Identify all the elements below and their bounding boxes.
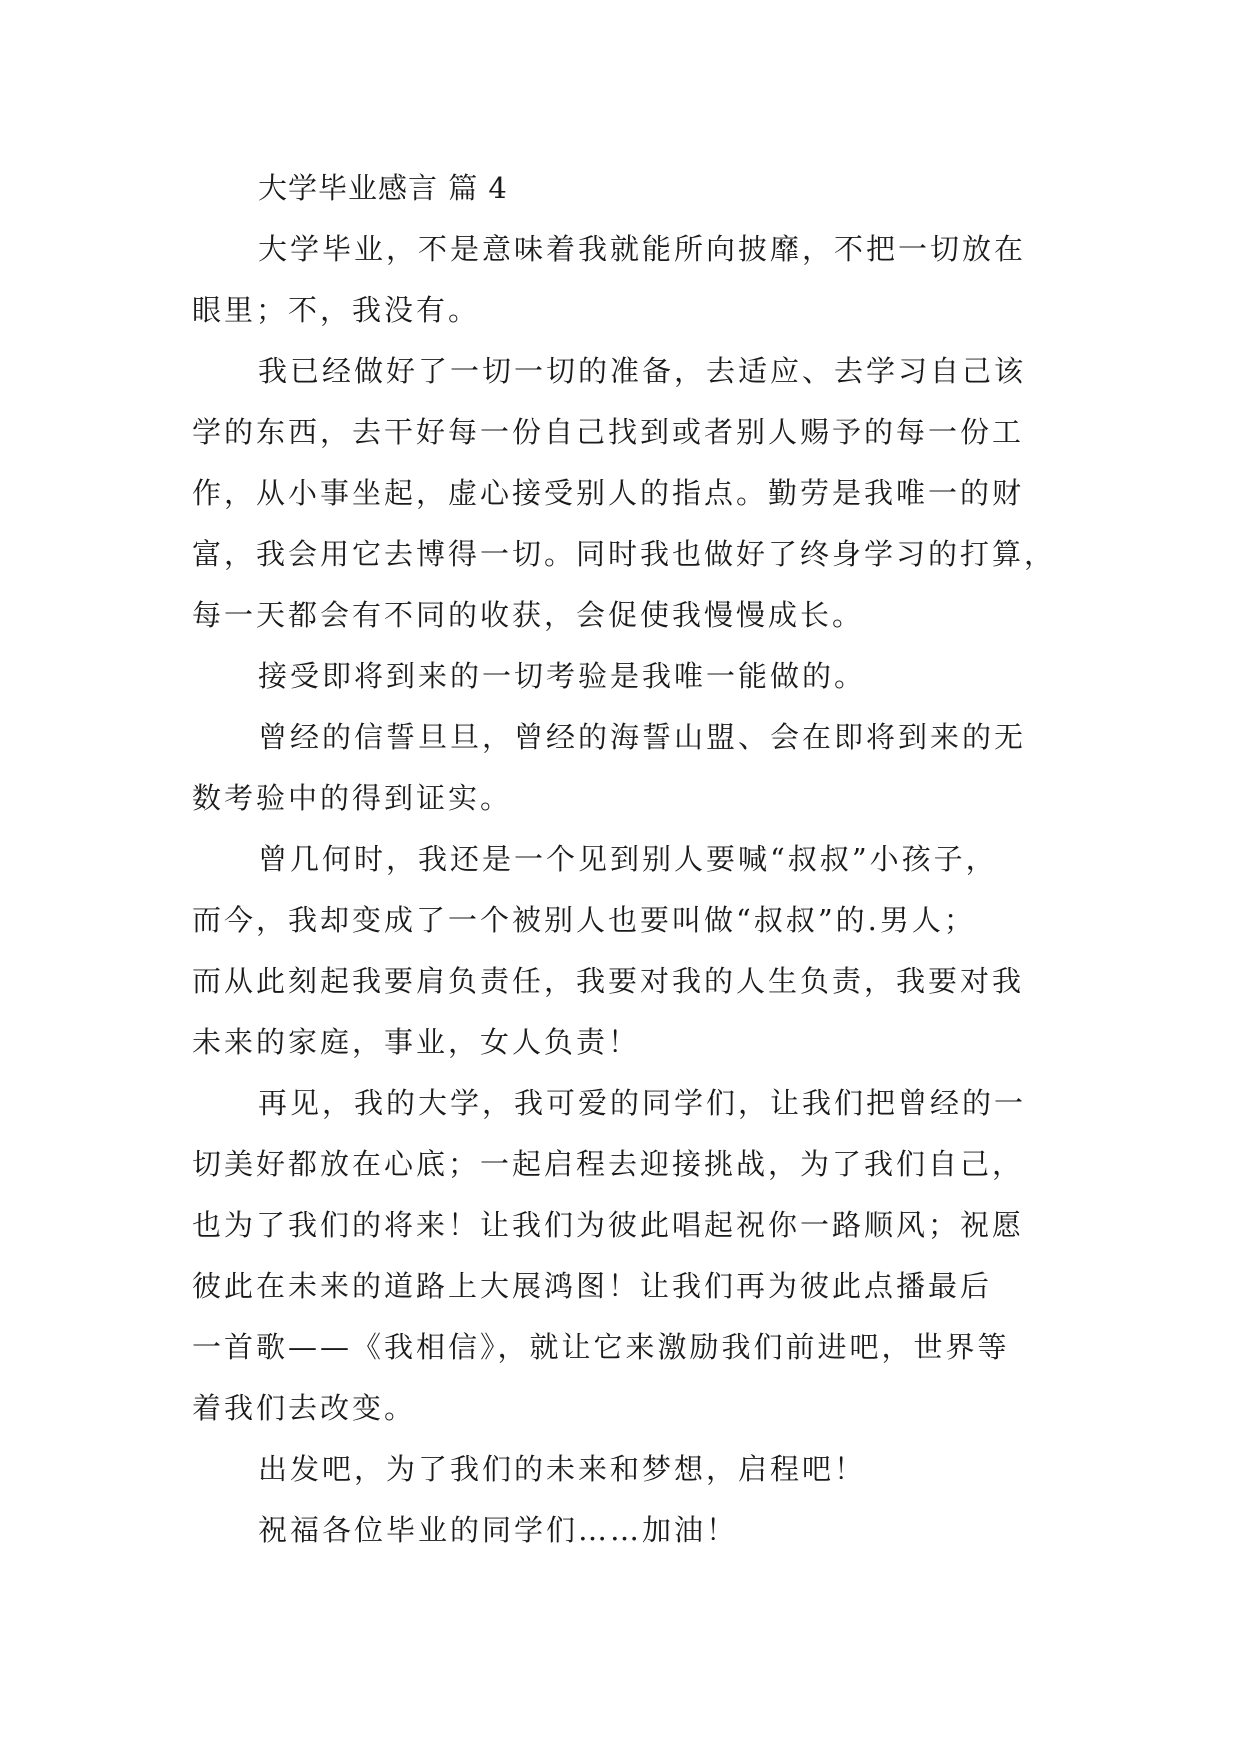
text-line: 切美好都放在心底；一起启程去迎接挑战，为了我们自己， — [192, 1147, 1025, 1181]
text-line: 再见，我的大学，我可爱的同学们，让我们把曾经的一 — [258, 1086, 1027, 1120]
document-body — [192, 158, 1062, 1561]
text-line: 我已经做好了一切一切的准备，去适应、去学习自己该 — [258, 354, 1027, 388]
text-line: 数考验中的得到证实。 — [192, 781, 513, 815]
text-line: 而从此刻起我要肩负责任，我要对我的人生负责，我要对我 — [192, 964, 1025, 998]
text-line: 祝福各位毕业的同学们……加油！ — [258, 1513, 739, 1547]
text-line: 眼里；不，我没有。 — [192, 293, 481, 327]
text-line: 富，我会用它去博得一切。同时我也做好了终身学习的打算， — [192, 537, 1057, 571]
text-line: 接受即将到来的一切考验是我唯一能做的。 — [258, 659, 867, 693]
text-line: 一首歌——《我相信》，就让它来激励我们前进吧，世界等 — [192, 1330, 1010, 1364]
text-line: 每一天都会有不同的收获，会促使我慢慢成长。 — [192, 598, 865, 632]
text-line: 着我们去改变。 — [192, 1391, 417, 1425]
document-title: 大学毕业感言 篇 4 — [258, 171, 508, 205]
text-line: 学的东西，去干好每一份自己找到或者别人赐予的每一份工 — [192, 415, 1025, 449]
text-line: 而今，我却变成了一个被别人也要叫做“叔叔”的.男人； — [192, 903, 976, 937]
text-line: 曾几何时，我还是一个见到别人要喊“叔叔”小孩子， — [258, 842, 998, 876]
document-text — [192, 219, 1062, 1561]
text-line: 未来的家庭，事业，女人负责！ — [192, 1025, 641, 1059]
text-line: 大学毕业，不是意味着我就能所向披靡，不把一切放在 — [258, 232, 1027, 266]
text-line: 作，从小事坐起，虚心接受别人的指点。勤劳是我唯一的财 — [192, 476, 1025, 510]
text-line: 曾经的信誓旦旦，曾经的海誓山盟、会在即将到来的无 — [258, 720, 1027, 754]
text-line: 彼此在未来的道路上大展鸿图！让我们再为彼此点播最后 — [192, 1269, 993, 1303]
text-line: 出发吧，为了我们的未来和梦想，启程吧！ — [258, 1452, 867, 1486]
text-line: 也为了我们的将来！让我们为彼此唱起祝你一路顺风；祝愿 — [192, 1208, 1025, 1242]
